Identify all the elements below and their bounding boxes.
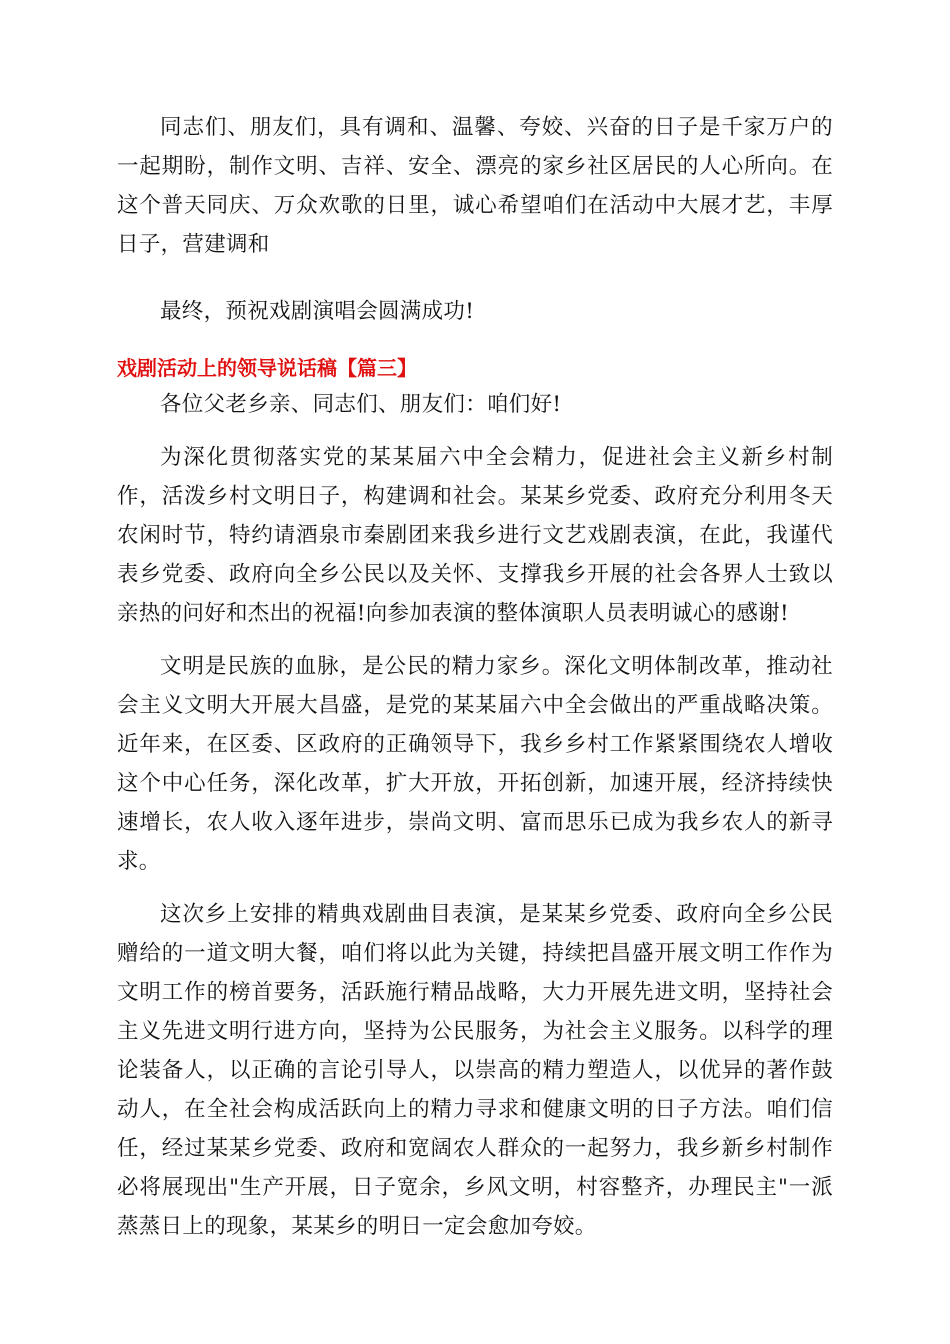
paragraph-closing-wishes: 同志们、朋友们，具有调和、温馨、夸姣、兴奋的日子是千家万户的一起期盼，制作文明、吉祥、安全、漂亮的家乡社区居民的人心所向。在这个普天同庆、万众欢歌的日里，诚心希望咱们在活动中大展才艺，丰厚日子，营建调和 xyxy=(117,115,833,257)
paragraph-culture-reform: 文明是民族的血脉，是公民的精力家乡。深化文明体制改革，推动社会主义文明大开展大昌盛，是党的某某届六中全会做出的严重战略决策。近年来，在区委、区政府的正确领导下，我乡乡村工作紧紧围绕农人增收这个中心任务，深化改革，扩大开放，开拓创新，加速开展，经济持续快速增长，农人收入逐年进步，崇尚文明、富而思乐已成为我乡农人的新寻求。 xyxy=(117,654,833,874)
paragraph-greeting: 各位父老乡亲、同志们、朋友们：咱们好! xyxy=(160,392,562,417)
paragraph-introduction: 为深化贯彻落实党的某某届六中全会精力，促进社会主义新乡村制作，活泼乡村文明日子，构建调和社会。某某乡党委、政府充分利用冬天农闲时节，特约请酒泉市秦剧团来我乡进行文艺戏剧表演，在此，我谨代表乡党委、政府向全乡公民以及关怀、支撑我乡开展的社会各界人士致以亲热的问好和杰出的祝福!向参加表演的整体演职人员表明诚心的感谢! xyxy=(117,445,833,626)
document-page xyxy=(117,108,833,1246)
section-heading: 戏剧活动上的领导说话稿【篇三】 xyxy=(117,356,417,380)
paragraph-final-blessing: 最终，预祝戏剧演唱会圆满成功! xyxy=(160,299,475,324)
paragraph-performance-plan: 这次乡上安排的精典戏剧曲目表演，是某某乡党委、政府向全乡公民赠给的一道文明大餐，咱们将以此为关键，持续把昌盛开展文明工作作为文明工作的榜首要务，活跃施行精品战略，大力开展先进文明，坚持社会主义先进文明行进方向，坚持为公民服务，为社会主义服务。以科学的理论装备人，以正确的言论引导人，以崇高的精力塑造人，以优异的著作鼓动人，在全社会构成活跃向上的精力寻求和健康文明的日子方法。咱们信任，经过某某乡党委、政府和宽阔农人群众的一起努力，我乡新乡村制作必将展现出"生产开展，日子宽余，乡风文明，村容整齐，办理民主"一派蒸蒸日上的现象，某某乡的明日一定会愈加夸姣。 xyxy=(117,902,833,1239)
